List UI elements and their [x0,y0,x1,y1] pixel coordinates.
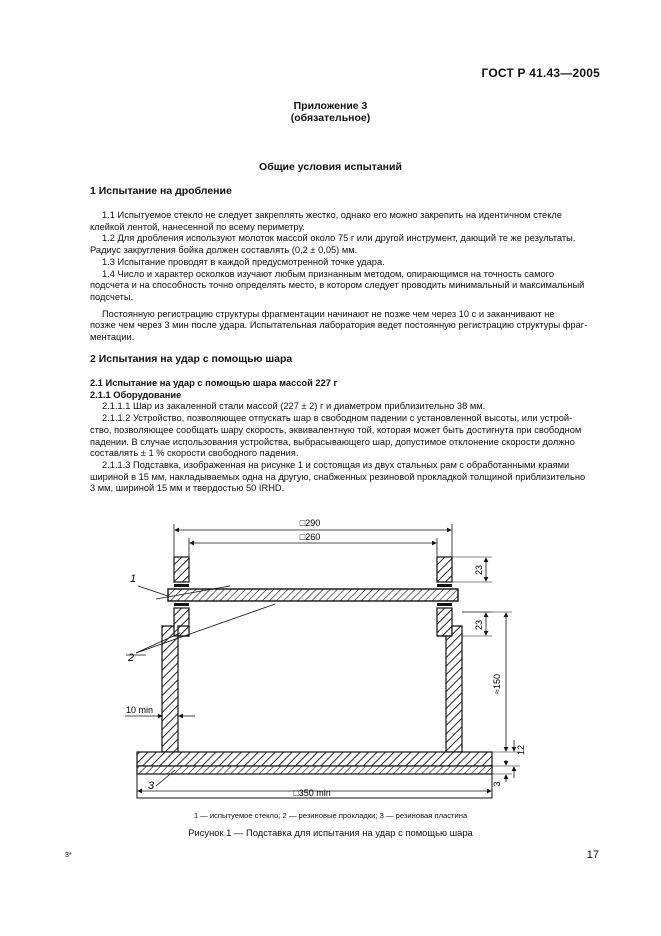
dim-3: 3 [492,781,502,787]
para-1-4: 1.4 Число и характер осколков изучают любым признанным методом, опирающимся на точность самого подсчета и на способность точно определять место, в котором следует проводить минимальный и максимальный подсчеты. [90,268,585,302]
figure-1-drawing [0,505,661,805]
lower-frame-right-leg [437,626,462,752]
dim-right-23b: 23 [474,619,484,631]
para-1-2: 1.2 Для дробления используют молоток массой около 75 г или другой инструмент, дающий те же результаты. Радиус закругления бойка должен составлять (0,2 ± 0,05) мм. [90,233,576,256]
para-2-1-1-3: 2.1.1.3 Подставка, изображенная на рисунке 1 и состоящая из двух стальных рам с обработанными краями шириной в 15 мм, накладываемых одна на другую, снабженных резиновой прокладкой толщиной приблизительно 3 мм, шириной 15 мм и твердостью 50 IRHD. [90,459,586,494]
para-1-3: 1.3 Испытание проводят в каждой предусмотренной точке удара. [102,256,385,267]
lower-frame-left-leg [162,626,189,752]
para-2-1-1-1: 2.1.1.1 Шар из закаленной стали массой (227 ± 2) г и диаметром приблизительно 38 мм. [102,401,486,412]
base-plate [137,752,492,766]
dim-right-23a: 23 [474,564,484,576]
dim-10-min: 10 min [126,705,154,715]
label-1: 1 [130,573,137,585]
para-1-5: Постоянную регистрацию структуры фрагментации начинают не позже чем через 10 с и заканчивают не позже чем через 3 мин после удара. Испытательная лаборатория ведет постоянную регистрацию структуры фраг- ментации. [90,308,588,343]
top-frame-left [174,557,189,582]
section-2-heading: 2 Испытания на удар с помощью шара [90,353,293,365]
standard-number: ГОСТ Р 41.43—2005 [481,66,600,80]
dim-top-outer: □290 [299,518,321,528]
appendix-subtitle: (обязательное) [290,112,371,124]
rubber-plate [137,766,492,774]
section-2-body [90,378,599,495]
dim-bottom: □350 min [293,788,331,798]
figure-caption: Рисунок 1 — Подставка для испытания на удар с помощью шара [188,827,473,838]
label-3: 3 [148,780,155,792]
gasket-top-left [174,584,189,587]
subsection-2-1-1: 2.1.1 Оборудование [90,389,182,400]
section-title: Общие условия испытаний [259,161,402,173]
page-number: 17 [586,849,599,861]
dim-height: ≈150 [492,674,502,694]
label-2: 2 [128,652,135,664]
para-1-1: 1.1 Испытуемое стекло не следует закреплять жестко, однако его можно закрепить на идентичном стекле клейкой лентой, нанесенной по всему периметру. [90,210,562,232]
test-glass [168,589,458,601]
gasket-bottom-right [437,603,452,606]
lower-frame-top-right [437,608,452,636]
gasket-top-right [437,584,452,587]
figure-legend: 1 — испытуемое стекло; 2 — резиновые прокладки; 3 — резиновая пластина [193,811,468,820]
subsection-2-1: 2.1 Испытание на удар с помощью шара массой 227 г [90,378,338,388]
para-2-1-1-2: 2.1.1.2 Устройство, позволяющее отпускать шар в свободном падении с установленной высоты, или устрой- ство, позволяющее сообщать шару скорость, эквивалентную той, которая может быть достигнута при свободном падении. В случае использования устройства, выбрасывающего шар, допустимое отклонение скорости должно составлять ± 1 % скорости свободного падения. [90,413,582,459]
dim-12: 12 [516,744,526,756]
appendix-title: Приложение 3 [293,100,368,112]
top-frame-right [437,557,452,582]
dim-top-inner: □260 [299,532,321,542]
section-1-body [90,210,599,344]
gasket-bottom-left [174,603,189,606]
footer-mark: 3* [65,852,72,859]
section-1-heading: 1 Испытание на дробление [90,185,232,197]
